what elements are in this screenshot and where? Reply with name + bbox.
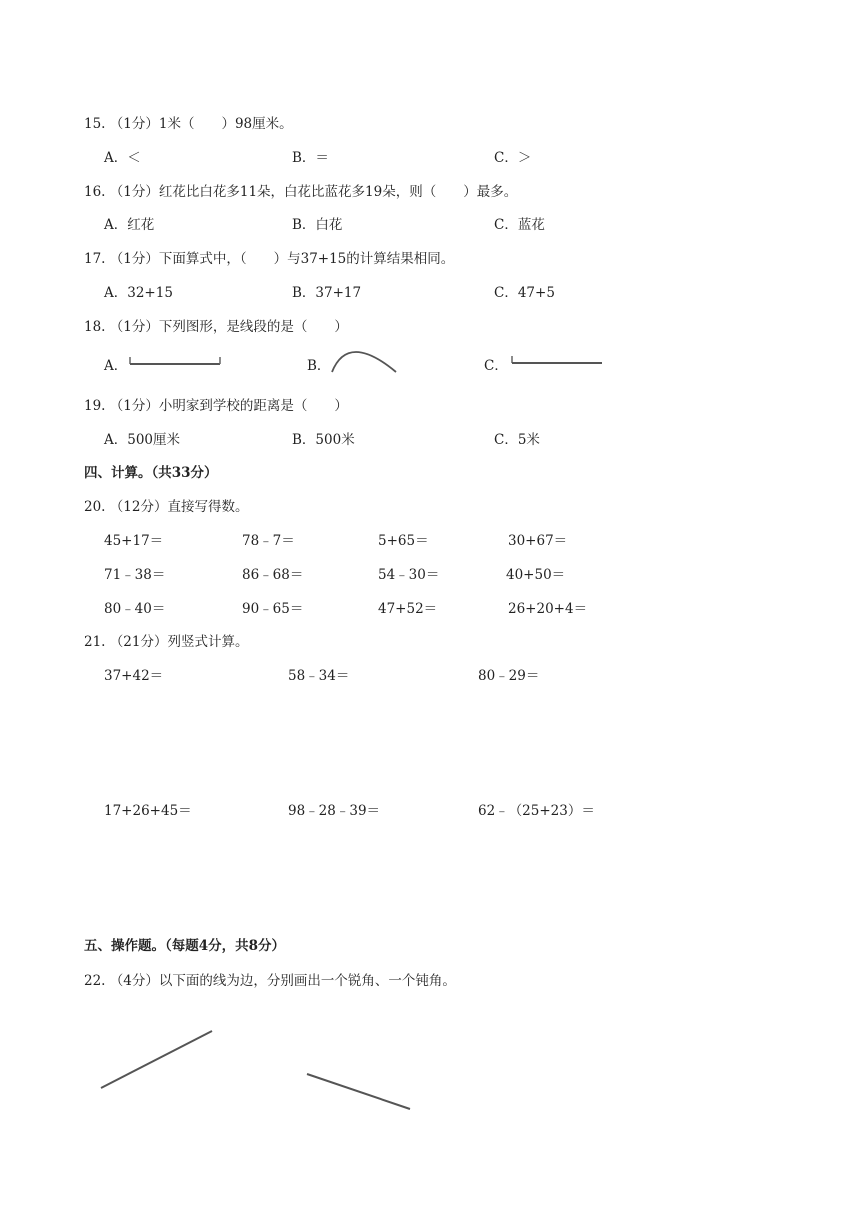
q21-expr: 37+42＝	[104, 668, 164, 684]
q21-stem: 21. （21分）列竖式计算。	[84, 634, 249, 650]
q20-expr: 45+17＝	[104, 533, 164, 549]
q20-stem: 20. （12分）直接写得数。	[84, 499, 249, 515]
q19-option-c[interactable]: C．5米	[494, 432, 540, 448]
q20-expr: 80﹣40＝	[104, 601, 166, 617]
section-5-title: 五、操作题。（每题4分，共8分）	[84, 938, 286, 954]
q20-expr: 90﹣65＝	[242, 601, 304, 617]
q20-expr: 71﹣38＝	[104, 567, 166, 583]
curve-figure	[330, 346, 400, 374]
q21-expr: 58﹣34＝	[288, 668, 350, 684]
q15-stem: 15. （1分）1米（ ）98厘米。	[84, 116, 293, 132]
angle-lines-figure	[96, 1022, 426, 1122]
q18-option-a[interactable]: A．	[104, 358, 128, 374]
q18-stem: 18. （1分）下列图形，是线段的是（ ）	[84, 319, 348, 335]
q16-option-b[interactable]: B．白花	[292, 217, 343, 233]
q17-option-b[interactable]: B．37+17	[292, 285, 362, 301]
q21-expr: 17+26+45＝	[104, 803, 192, 819]
q20-expr: 26+20+4＝	[508, 601, 588, 617]
q15-option-c[interactable]: C．＞	[494, 150, 532, 166]
q20-expr: 40+50＝	[506, 567, 566, 583]
q16-option-c[interactable]: C．蓝花	[494, 217, 545, 233]
q20-expr: 47+52＝	[378, 601, 438, 617]
q20-expr: 54﹣30＝	[378, 567, 440, 583]
q20-expr: 5+65＝	[378, 533, 429, 549]
q19-option-b[interactable]: B．500米	[292, 432, 355, 448]
q21-expr: 62﹣（25+23）＝	[478, 803, 595, 819]
q16-stem: 16. （1分）红花比白花多11朵，白花比蓝花多19朵，则（ ）最多。	[84, 184, 518, 200]
q19-option-a[interactable]: A．500厘米	[104, 432, 181, 448]
q17-option-c[interactable]: C．47+5	[494, 285, 555, 301]
q16-option-a[interactable]: A．红花	[104, 217, 155, 233]
q15-option-a[interactable]: A．＜	[104, 150, 141, 166]
q15-option-b[interactable]: B．＝	[292, 150, 329, 166]
section-4-title: 四、计算。（共33分）	[84, 465, 218, 481]
q20-expr: 78﹣7＝	[242, 533, 295, 549]
q18-option-b[interactable]: B．	[307, 358, 331, 374]
q18-option-c[interactable]: C．	[484, 358, 508, 374]
q20-expr: 86﹣68＝	[242, 567, 304, 583]
q20-expr: 30+67＝	[508, 533, 568, 549]
q21-expr: 98﹣28﹣39＝	[288, 803, 381, 819]
segment-figure	[129, 356, 221, 368]
ray-figure	[511, 356, 603, 366]
q17-option-a[interactable]: A．32+15	[104, 285, 173, 301]
q19-stem: 19. （1分）小明家到学校的距离是（ ）	[84, 398, 348, 414]
q17-stem: 17. （1分）下面算式中，（ ）与37+15的计算结果相同。	[84, 251, 455, 267]
q22-stem: 22. （4分）以下面的线为边，分别画出一个锐角、一个钝角。	[84, 973, 456, 989]
q21-expr: 80﹣29＝	[478, 668, 540, 684]
